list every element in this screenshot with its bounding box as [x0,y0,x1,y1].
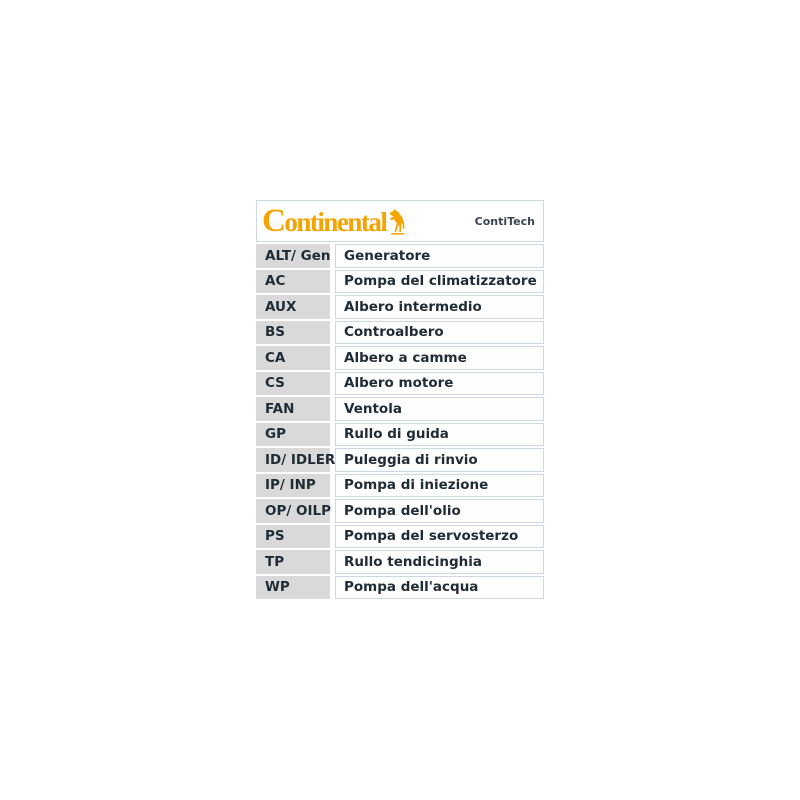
abbr-cell: AC [256,270,330,294]
brand-header [256,200,544,242]
table-row [256,499,544,523]
abbr-cell: GP [256,423,330,447]
table-row [256,550,544,574]
desc-cell: Pompa dell'olio [335,499,544,523]
abbr-cell: FAN [256,397,330,421]
desc-cell: Controalbero [335,321,544,345]
legend-rows [256,244,544,599]
table-row [256,270,544,294]
table-row [256,321,544,345]
abbr-cell: AUX [256,295,330,319]
table-row [256,346,544,370]
table-row [256,372,544,396]
abbr-cell: OP/ OILP [256,499,330,523]
desc-cell: Pompa del climatizzatore [335,270,544,294]
desc-cell: Generatore [335,244,544,268]
table-row [256,423,544,447]
table-row [256,576,544,600]
abbr-cell: ID/ IDLER [256,448,330,472]
desc-cell: Pompa di iniezione [335,474,544,498]
table-row [256,295,544,319]
desc-cell: Rullo tendicinghia [335,550,544,574]
abbr-cell: IP/ INP [256,474,330,498]
desc-cell: Albero intermedio [335,295,544,319]
product-legend-table [256,200,544,599]
abbr-cell: CA [256,346,330,370]
table-row [256,474,544,498]
horse-icon [389,206,406,235]
abbr-cell: ALT/ Gen [256,244,330,268]
table-row [256,244,544,268]
table-row [256,525,544,549]
desc-cell: Rullo di guida [335,423,544,447]
table-row [256,397,544,421]
desc-cell: Puleggia di rinvio [335,448,544,472]
brand-wordmark: Continental [262,203,387,239]
desc-cell: Albero a camme [335,346,544,370]
abbr-cell: PS [256,525,330,549]
desc-cell: Albero motore [335,372,544,396]
abbr-cell: BS [256,321,330,345]
abbr-cell: CS [256,372,330,396]
table-row [256,448,544,472]
abbr-cell: TP [256,550,330,574]
desc-cell: Pompa del servosterzo [335,525,544,549]
continental-logo [262,203,406,239]
desc-cell: Ventola [335,397,544,421]
abbr-cell: WP [256,576,330,600]
contitech-label: ContiTech [474,214,535,228]
desc-cell: Pompa dell'acqua [335,576,544,600]
